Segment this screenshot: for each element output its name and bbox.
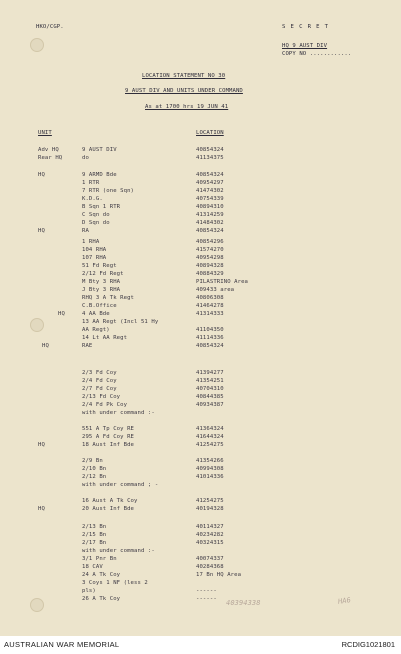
grid-location: 40854296: [196, 239, 224, 245]
unit-name: 2/12 Fd Regt: [82, 271, 124, 277]
hq-marker: HQ: [38, 442, 45, 448]
unit-name: 2/12 Bn: [82, 474, 107, 480]
unit-name: C.B.Office: [82, 303, 117, 309]
grid-location: 40754339: [196, 196, 224, 202]
grid-location: 40854324: [196, 228, 224, 234]
unit-name: 4 AA Bde: [82, 311, 110, 317]
grid-location: ------: [196, 588, 217, 594]
unit-name: 2/15 Bn: [82, 532, 107, 538]
unit-name: D Sqn do: [82, 220, 110, 226]
archive-id: RCDIG1021801: [341, 640, 395, 649]
unit-name: 295 A Fd Coy RE: [82, 434, 135, 440]
punch-hole: [30, 318, 44, 332]
unit-name: 2/3 Fd Coy: [82, 370, 117, 376]
unit-name: 2/7 Fd Coy: [82, 386, 117, 392]
unit-name: M Bty 3 RHA: [82, 279, 121, 285]
unit-name: 2/9 Bn: [82, 458, 103, 464]
hq-marker: HQ: [58, 311, 65, 317]
pencil-annotation: 40394338: [226, 599, 261, 607]
grid-location: 40854324: [196, 343, 224, 349]
grid-location: 41574270: [196, 247, 224, 253]
unit-name: 107 RHA: [82, 255, 107, 261]
column-header-location: LOCATION: [196, 130, 224, 136]
unit-name: 13 AA Regt (Incl 51 Hy: [82, 319, 159, 325]
unit-name: J Bty 3 RHA: [82, 287, 121, 293]
copy-number: COPY NO ............: [282, 51, 352, 57]
grid-location: 41394277: [196, 370, 224, 376]
grid-location: 40894328: [196, 263, 224, 269]
grid-location: 40324315: [196, 540, 224, 546]
grid-location: 40894310: [196, 204, 224, 210]
grid-location: ------: [196, 596, 217, 602]
document-subtitle: 9 AUST DIV AND UNITS UNDER COMMAND: [125, 88, 243, 94]
issuing-hq: HQ 9 AUST DIV: [282, 43, 328, 49]
unit-name: 2/17 Bn: [82, 540, 107, 546]
hq-marker: HQ: [38, 228, 45, 234]
unit-name: 2/4 Fd Coy: [82, 378, 117, 384]
unit-name: 551 A Tp Coy RE: [82, 426, 135, 432]
hq-marker: HQ: [42, 343, 49, 349]
unit-name: pls): [82, 588, 96, 594]
unit-name: 2/13 Bn: [82, 524, 107, 530]
unit-name: 20 Aust Inf Bde: [82, 506, 135, 512]
grid-location: 41314259: [196, 212, 224, 218]
unit-name: RA: [82, 228, 89, 234]
unit-name: 3/1 Pnr Bn: [82, 556, 117, 562]
grid-location: 41354251: [196, 378, 224, 384]
unit-name: B Sqn 1 RTR: [82, 204, 121, 210]
punch-hole: [30, 598, 44, 612]
grid-location: 40844385: [196, 394, 224, 400]
column-header-unit: UNIT: [38, 130, 52, 136]
grid-location: 40234282: [196, 532, 224, 538]
grid-location: 40994308: [196, 466, 224, 472]
grid-location: 40806308: [196, 295, 224, 301]
unit-name: 14 Lt AA Regt: [82, 335, 128, 341]
grid-location: 40954297: [196, 180, 224, 186]
unit-name: RHQ 3 A Tk Regt: [82, 295, 135, 301]
punch-hole: [30, 38, 44, 52]
unit-name: AA Regt): [82, 327, 110, 333]
unit-name: 2/10 Bn: [82, 466, 107, 472]
grid-location: 40704310: [196, 386, 224, 392]
unit-name: 104 RHA: [82, 247, 107, 253]
grid-location: 409433 area: [196, 287, 235, 293]
grid-location: 40284368: [196, 564, 224, 570]
hq-marker: HQ: [38, 506, 45, 512]
unit-name: 51 Fd Regt: [82, 263, 117, 269]
pencil-initials: HA6: [337, 596, 352, 606]
grid-location: 40194328: [196, 506, 224, 512]
grid-location: 41354266: [196, 458, 224, 464]
grid-location: 40074337: [196, 556, 224, 562]
grid-location: 40854324: [196, 147, 224, 153]
grid-location: 40854324: [196, 172, 224, 178]
grid-location: 40114327: [196, 524, 224, 530]
unit-name: 16 Aust A Tk Coy: [82, 498, 138, 504]
unit-name: 2/13 Fd Coy: [82, 394, 121, 400]
grid-location: 40954298: [196, 255, 224, 261]
unit-name: 1 RTR: [82, 180, 100, 186]
unit-name: 7 RTR (one Sqn): [82, 188, 135, 194]
unit-name: 3 Coys 1 NF (less 2: [82, 580, 148, 586]
unit-name: 26 A Tk Coy: [82, 596, 121, 602]
unit-name: do: [82, 155, 89, 161]
unit-name: 9 AUST DIV: [82, 147, 117, 153]
unit-name: with under command ; -: [82, 482, 159, 488]
grid-location: 41364324: [196, 426, 224, 432]
grid-location: 40934387: [196, 402, 224, 408]
unit-name: 2/4 Fd Pk Coy: [82, 402, 128, 408]
document-reference: HKO/CGP.: [36, 24, 64, 30]
unit-name: C Sqn do: [82, 212, 110, 218]
archive-footer: [0, 636, 401, 654]
unit-name: 1 RHA: [82, 239, 100, 245]
document-title: LOCATION STATEMENT NO 30: [142, 73, 226, 79]
grid-location: PILASTRINO Area: [196, 279, 249, 285]
grid-location: 17 Bn HQ Area: [196, 572, 242, 578]
document-date-line: As at 1700 hrs 19 JUN 41: [145, 104, 229, 110]
grid-location: 41254275: [196, 498, 224, 504]
unit-name: K.D.G.: [82, 196, 103, 202]
grid-location: 41464278: [196, 303, 224, 309]
unit-name: 18 Aust Inf Bde: [82, 442, 135, 448]
grid-location: 41104350: [196, 327, 224, 333]
grid-location: 41644324: [196, 434, 224, 440]
grid-location: 41314333: [196, 311, 224, 317]
grid-location: 41484302: [196, 220, 224, 226]
security-classification: S E C R E T: [282, 24, 329, 30]
unit-name: 9 ARMD Bde: [82, 172, 117, 178]
unit-name: 24 A Tk Coy: [82, 572, 121, 578]
archive-name: AUSTRALIAN WAR MEMORIAL: [4, 640, 120, 649]
grid-location: 41014336: [196, 474, 224, 480]
grid-location: 41114336: [196, 335, 224, 341]
grid-location: 41134375: [196, 155, 224, 161]
unit-name: with under command :-: [82, 410, 155, 416]
grid-location: 41474302: [196, 188, 224, 194]
unit-name: RAE: [82, 343, 93, 349]
unit-name: with under command :-: [82, 548, 155, 554]
unit-name: 18 CAV: [82, 564, 103, 570]
grid-location: 41254275: [196, 442, 224, 448]
hq-marker: Rear HQ: [38, 155, 63, 161]
hq-marker: Adv HQ: [38, 147, 59, 153]
hq-marker: HQ: [38, 172, 45, 178]
grid-location: 40884329: [196, 271, 224, 277]
